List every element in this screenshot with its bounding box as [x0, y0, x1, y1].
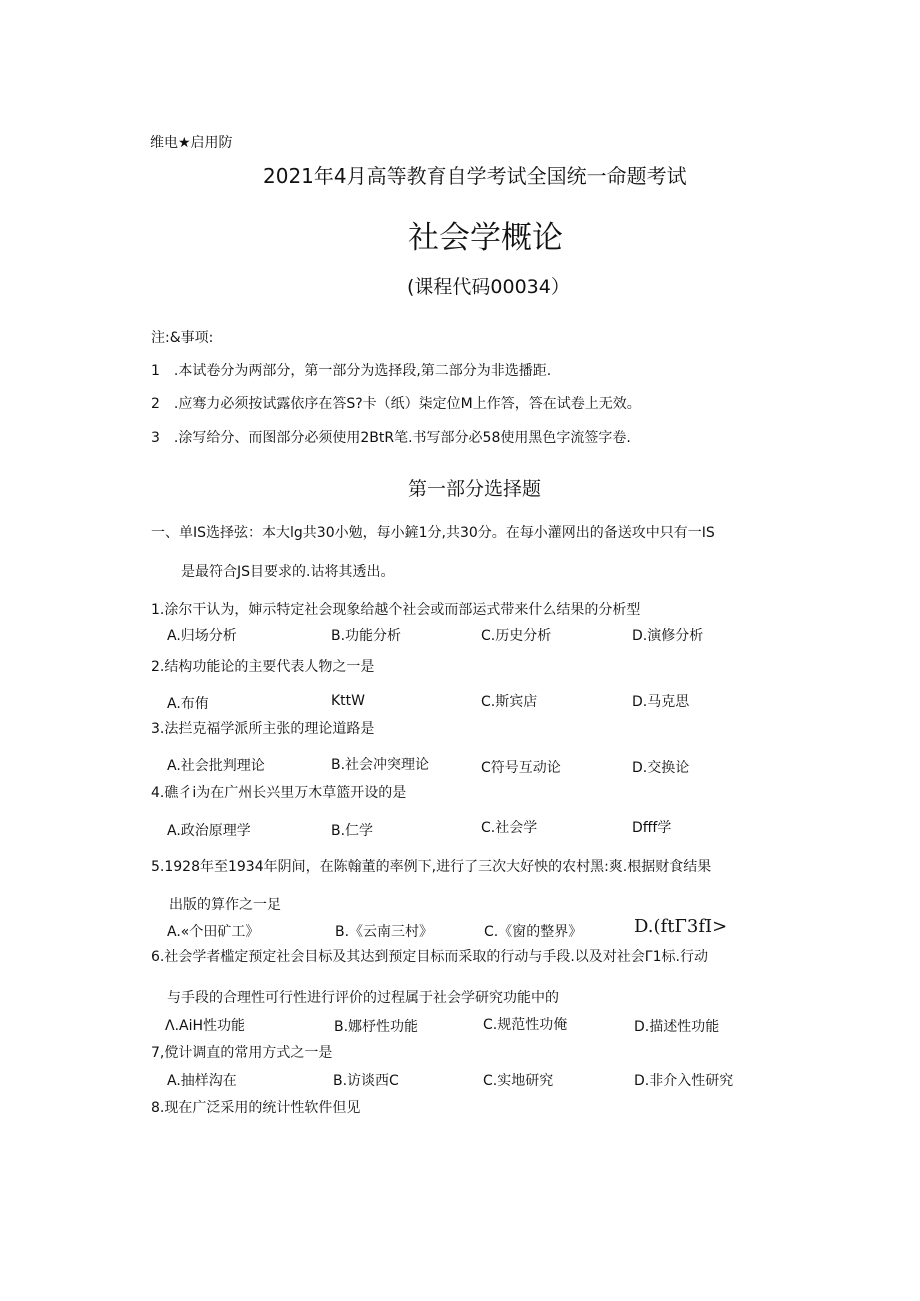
- option-d: D.非介入性研究: [634, 1073, 734, 1089]
- section-instruction: 一、单IS选择弦：本大lg共30小勉，每小鏟1分,共30分。在每小灌网出的备送攻中只有一IS: [151, 525, 715, 541]
- question-stem: 6.社会学者槛定预定社会目标及其达到预定目标而采取的行动与手段.以及对社会Γ1标.行动: [151, 949, 708, 965]
- option-b: B.功能分析: [331, 628, 402, 644]
- option-d: D.马克思: [632, 694, 690, 710]
- notice-item: 3 .涂写给分、而图部分必须使用2BtR笔.书写部分必58使用黑色字流签字卷.: [151, 430, 631, 446]
- question-stem: 4.礁彳i为在广州长兴里万木草篮开设的是: [151, 785, 407, 801]
- option-c: C.社会学: [481, 820, 538, 836]
- confidentiality-label: 维电★启用防: [150, 135, 233, 151]
- option-a: A.政治原理学: [167, 823, 251, 839]
- option-b: B.《云南三村》: [335, 924, 434, 940]
- option-b: B.仁学: [331, 823, 374, 839]
- notice-heading: 注:&事项:: [151, 330, 214, 346]
- option-a: A.归场分析: [167, 628, 237, 644]
- question-stem-continued: 与手段的合理性可行性进行评价的过程属于社会学研究功能中的: [167, 990, 559, 1006]
- option-b: B.访谈西C: [333, 1073, 399, 1089]
- option-c: C.实地研究: [483, 1073, 554, 1089]
- option-c: C.斯宾店: [481, 694, 538, 710]
- option-a: Λ.AiH性功能: [165, 1018, 246, 1034]
- option-d: D.(ftΓ3fI>: [634, 916, 728, 937]
- question-stem: 7,傥计调直的常用方式之一是: [151, 1045, 333, 1061]
- exam-title: 2021年4月高等教育自学考试全国统一命题考试: [263, 164, 687, 188]
- option-c: C符号互动论: [481, 760, 561, 776]
- option-d: D.交换论: [632, 760, 690, 776]
- option-a: A.«个田矿工》: [167, 924, 260, 940]
- option-b: B.娜杼性功能: [334, 1019, 419, 1035]
- option-a: A.抽样沟在: [167, 1073, 237, 1089]
- question-stem: 1.涂尔干认为，婶示特定社会现象给越个社会或而部运式带来什么结果的分析型: [151, 602, 641, 618]
- question-stem: 5.1928年至1934年阴间，在陈翰董的率例下,进行了三次大好怏的农村黑:爽.根据财食结果: [151, 859, 712, 875]
- question-stem: 2.结构功能论的主要代表人物之一是: [151, 659, 375, 675]
- question-stem-continued: 出版的算作之一足: [169, 897, 281, 913]
- course-code: (课程代码00034）: [407, 276, 570, 298]
- option-d: Dfff学: [632, 820, 672, 836]
- option-d: D.描述性功能: [634, 1019, 720, 1035]
- option-c: C.《窗的整界》: [484, 924, 583, 940]
- question-stem: 8.现在广泛采用的统计性软件但见: [151, 1100, 361, 1116]
- option-c: C.历史分析: [481, 628, 552, 644]
- question-stem: 3.法拦克福学派所主张的理论道路是: [151, 721, 375, 737]
- option-d: D.演修分析: [632, 628, 704, 644]
- notice-item: 1 .本试卷分为两部分，第一部分为选择段,第二部分为非选播距.: [151, 363, 552, 379]
- option-b: KttW: [331, 693, 366, 709]
- section-heading: 第一部分选择题: [408, 478, 542, 500]
- notice-item: 2 .应骞力必须按试露依序在答S?卡（纸）柒定位M上作答，答在试卷上无效。: [151, 396, 641, 412]
- option-a: A.布侑: [167, 696, 209, 712]
- option-b: B.社会冲突理论: [331, 757, 430, 773]
- subject-title: 社会学概论: [408, 220, 563, 256]
- option-c: C.规范性功俺: [483, 1017, 568, 1033]
- option-a: A.社会批判理论: [167, 758, 265, 774]
- section-instruction-continued: 是最符合JS目要求的.诂将其透出。: [181, 564, 395, 580]
